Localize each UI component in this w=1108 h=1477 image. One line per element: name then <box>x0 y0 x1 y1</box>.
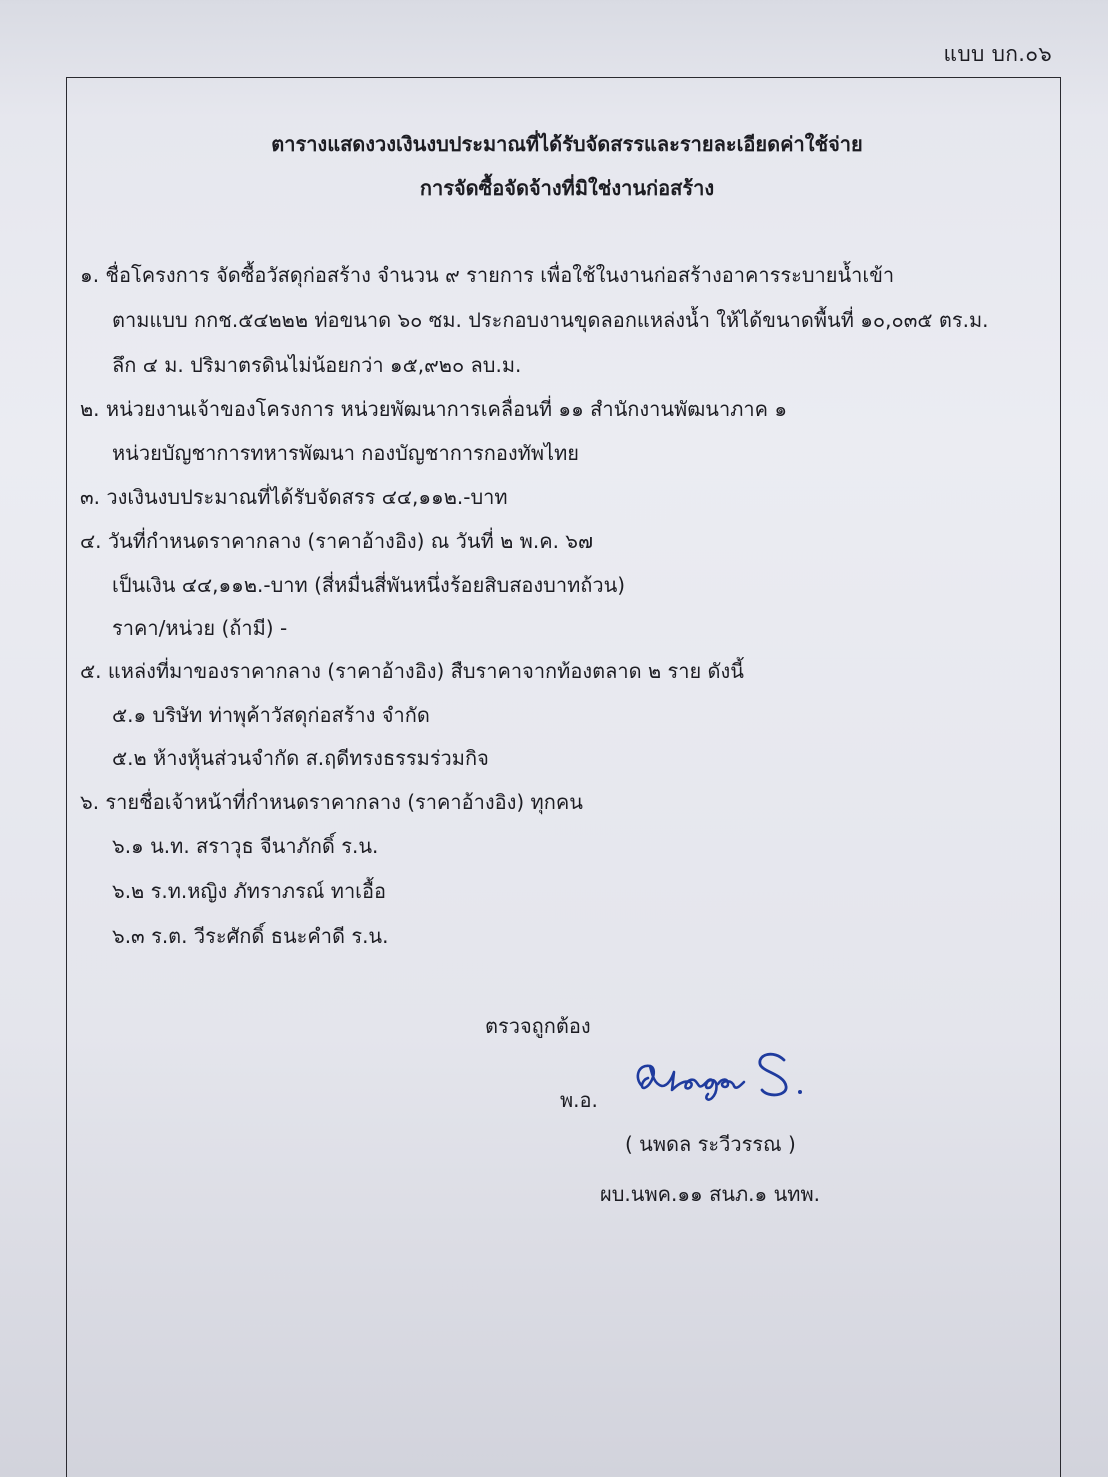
item6-sub2: ๖.๒ ร.ท.หญิง ภัทราภรณ์ ทาเอื้อ <box>112 879 387 903</box>
document-title-line1: ตารางแสดงวงเงินงบประมาณที่ได้รับจัดสรรและรายละเอียดค่าใช้จ่าย <box>271 132 863 156</box>
item6-line1: ๖. รายชื่อเจ้าหน้าที่กำหนดราคากลาง (ราคาอ้างอิง) ทุกคน <box>80 790 583 814</box>
item4-line1: ๔. วันที่กำหนดราคากลาง (ราคาอ้างอิง) ณ วันที่ ๒ พ.ค. ๖๗ <box>80 529 594 553</box>
item3-line1: ๓. วงเงินงบประมาณที่ได้รับจัดสรร ๔๔,๑๑๒.-บาท <box>80 485 508 509</box>
document-title-line2: การจัดซื้อจัดจ้างที่มิใช่งานก่อสร้าง <box>419 176 715 200</box>
item2-line2: หน่วยบัญชาการทหารพัฒนา กองบัญชาการกองทัพไทย <box>112 441 580 465</box>
item6-sub1: ๖.๑ น.ท. สราวุธ จีนาภักดิ์ ร.น. <box>112 834 379 858</box>
item1-line2: ตามแบบ กกช.๕๔๒๒๒ ท่อขนาด ๖๐ ซม. ประกอบงานขุดลอกแหล่งน้ำ ให้ได้ขนาดพื้นที่ ๑๐,๐๓๕ ตร.ม. <box>112 308 989 332</box>
item4-line2: เป็นเงิน ๔๔,๑๑๒.-บาท (สี่หมื่นสี่พันหนึ่งร้อยสิบสองบาทถ้วน) <box>112 573 626 597</box>
item5-sub2: ๕.๒ ห้างหุ้นส่วนจำกัด ส.ฤดีทรงธรรมร่วมกิจ <box>112 746 489 770</box>
verified-label: ตรวจถูกต้อง <box>485 1014 591 1038</box>
signer-name: ( นพดล ระวีวรรณ ) <box>625 1132 796 1156</box>
item5-sub1: ๕.๑ บริษัท ท่าพุค้าวัสดุก่อสร้าง จำกัด <box>112 703 430 727</box>
signer-rank: พ.อ. <box>560 1088 598 1112</box>
item4-line3: ราคา/หน่วย (ถ้ามี) - <box>112 616 288 640</box>
item1-line3: ลึก ๔ ม. ปริมาตรดินไม่น้อยกว่า ๑๕,๙๒๐ ลบ.ม. <box>112 353 522 377</box>
form-code: แบบ บก.๐๖ <box>943 42 1052 66</box>
item5-line1: ๕. แหล่งที่มาของราคากลาง (ราคาอ้างอิง) สืบราคาจากท้องตลาด ๒ ราย ดังนี้ <box>80 659 744 683</box>
signature-image <box>628 1040 818 1120</box>
item2-line1: ๒. หน่วยงานเจ้าของโครงการ หน่วยพัฒนาการเคลื่อนที่ ๑๑ สำนักงานพัฒนาภาค ๑ <box>80 397 788 421</box>
item1-line1: ๑. ชื่อโครงการ จัดซื้อวัสดุก่อสร้าง จำนวน ๙ รายการ เพื่อใช้ในงานก่อสร้างอาคารระบายน้ำเข้า <box>80 263 895 287</box>
item6-sub3: ๖.๓ ร.ต. วีระศักดิ์ ธนะคำดี ร.น. <box>112 924 389 948</box>
signer-position: ผบ.นพค.๑๑ สนภ.๑ นทพ. <box>600 1182 820 1206</box>
